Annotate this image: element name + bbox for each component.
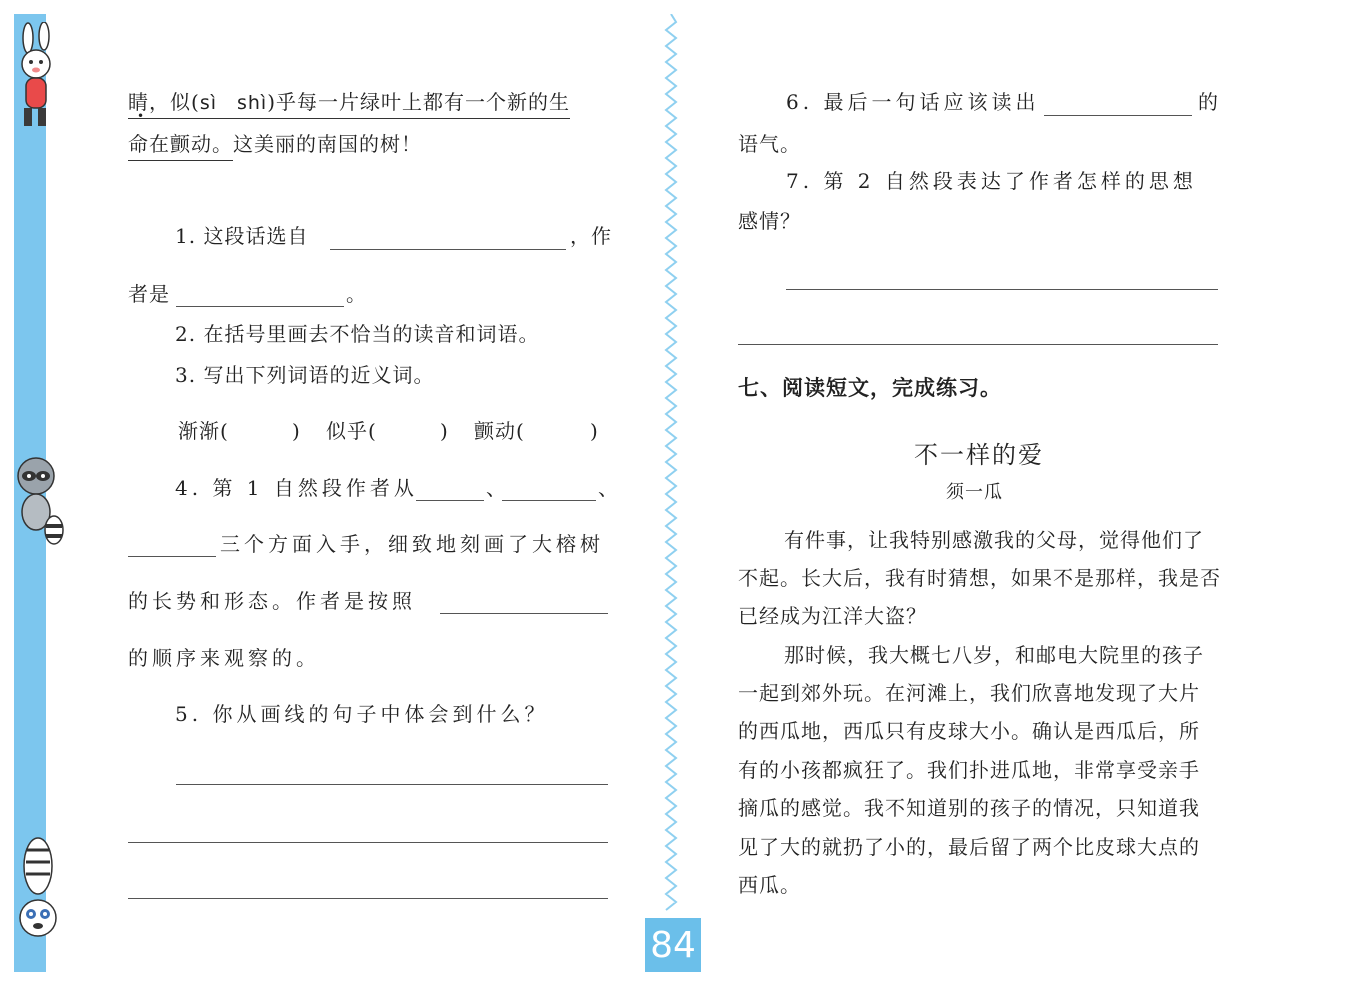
q4-order-blank[interactable] (440, 613, 608, 614)
story-author: 须一瓜 (946, 482, 1003, 503)
story-line: 已经成为江洋大盗？ (738, 604, 927, 628)
story-line: 摘瓜的感觉。我不知道别的孩子的情况，只知道我 (738, 796, 1200, 820)
story-line: 那时候，我大概七八岁，和邮电大院里的孩子 (784, 643, 1204, 667)
story-line: 西瓜。 (738, 873, 801, 897)
page-number-badge: 84 (645, 918, 701, 972)
q4-blank-2[interactable] (502, 500, 596, 501)
q4-line4: 的顺序来观察的。 (128, 646, 320, 670)
q1-period: 。 (346, 282, 367, 306)
story-title: 不一样的爱 (914, 441, 1044, 469)
synonym-item-3: 颤动( (474, 419, 525, 443)
story-line: 的西瓜地，西瓜只有皮球大小。确认是西瓜后，所 (738, 719, 1200, 743)
q1-source-blank[interactable] (330, 249, 566, 250)
story-line: 见了大的就扔了小的，最后留了两个比皮球大点的 (738, 835, 1200, 859)
q4-blank-3[interactable] (128, 556, 216, 557)
underlined-sentence: 命在颤动。 (128, 132, 233, 161)
paren-close: ) (440, 419, 449, 443)
story-line: 有的小孩都疯狂了。我们扑进瓜地，非常享受亲手 (738, 758, 1200, 782)
q7-answer-line-2[interactable] (738, 344, 1218, 345)
q6-line2: 语气。 (738, 132, 801, 156)
q1-suffix: ，作 (570, 224, 612, 248)
raccoon-mascot-icon (12, 452, 68, 552)
q6-suffix: 的 (1198, 90, 1219, 114)
section-seven-heading: 七、阅读短文，完成练习。 (738, 376, 1002, 400)
synonym-item-2: 似乎( (326, 419, 377, 443)
q7-answer-line-1[interactable] (786, 289, 1218, 290)
q4-blank-1[interactable] (416, 500, 484, 501)
story-line: 不起。长大后，我有时猜想，如果不是那样，我是否 (738, 566, 1221, 590)
q4-line2: 三个方面入手，细致地刻画了大榕树 (220, 532, 604, 556)
emphasis-dot-char: 睛，似( • (128, 90, 200, 114)
q5-answer-line-1[interactable] (176, 784, 608, 785)
q3-text: 3. 写出下列词语的近义词。 (175, 363, 435, 387)
q7-line2: 感情？ (738, 209, 801, 233)
synonym-item-1: 渐渐( (178, 419, 229, 443)
q4-line3: 的长势和形态。作者是按照 (128, 589, 416, 613)
pinyin-choice: sì shì (199, 92, 268, 114)
paren-close: ) (590, 419, 599, 443)
q2-text: 2. 在括号里画去不恰当的读音和词语。 (175, 322, 540, 346)
q5-answer-line-2[interactable] (128, 842, 608, 843)
q4-text: 4. 第 1 自然段作者从 (175, 476, 418, 500)
passage-line-1: 睛，似( •sì shì)乎每一片绿叶上都有一个新的生 (128, 92, 570, 113)
q6-text: 6. 最后一句话应该读出 (786, 90, 1040, 114)
passage-line-2: 命在颤动。这美丽的南国的树！ (128, 134, 422, 154)
story-line: 有件事，让我特别感激我的父母，觉得他们了 (784, 528, 1204, 552)
paren-close: ) (292, 419, 301, 443)
q4-sep: 、 (598, 476, 619, 500)
book-spine-zigzag (664, 14, 678, 914)
q1-author-label: 者是 (128, 282, 170, 306)
q1-author-blank[interactable] (176, 306, 344, 307)
q4-sep: 、 (486, 476, 507, 500)
q1-text: 1. 这段话选自 (175, 224, 309, 248)
q6-tone-blank[interactable] (1044, 115, 1192, 116)
tiger-mascot-icon (12, 826, 68, 946)
story-line: 一起到郊外玩。在河滩上，我们欣喜地发现了大片 (738, 681, 1200, 705)
q5-answer-line-3[interactable] (128, 898, 608, 899)
q5-text: 5. 你从画线的句子中体会到什么？ (175, 702, 549, 726)
rabbit-mascot-icon (12, 22, 64, 132)
q7-text: 7. 第 2 自然段表达了作者怎样的思想 (786, 169, 1197, 193)
